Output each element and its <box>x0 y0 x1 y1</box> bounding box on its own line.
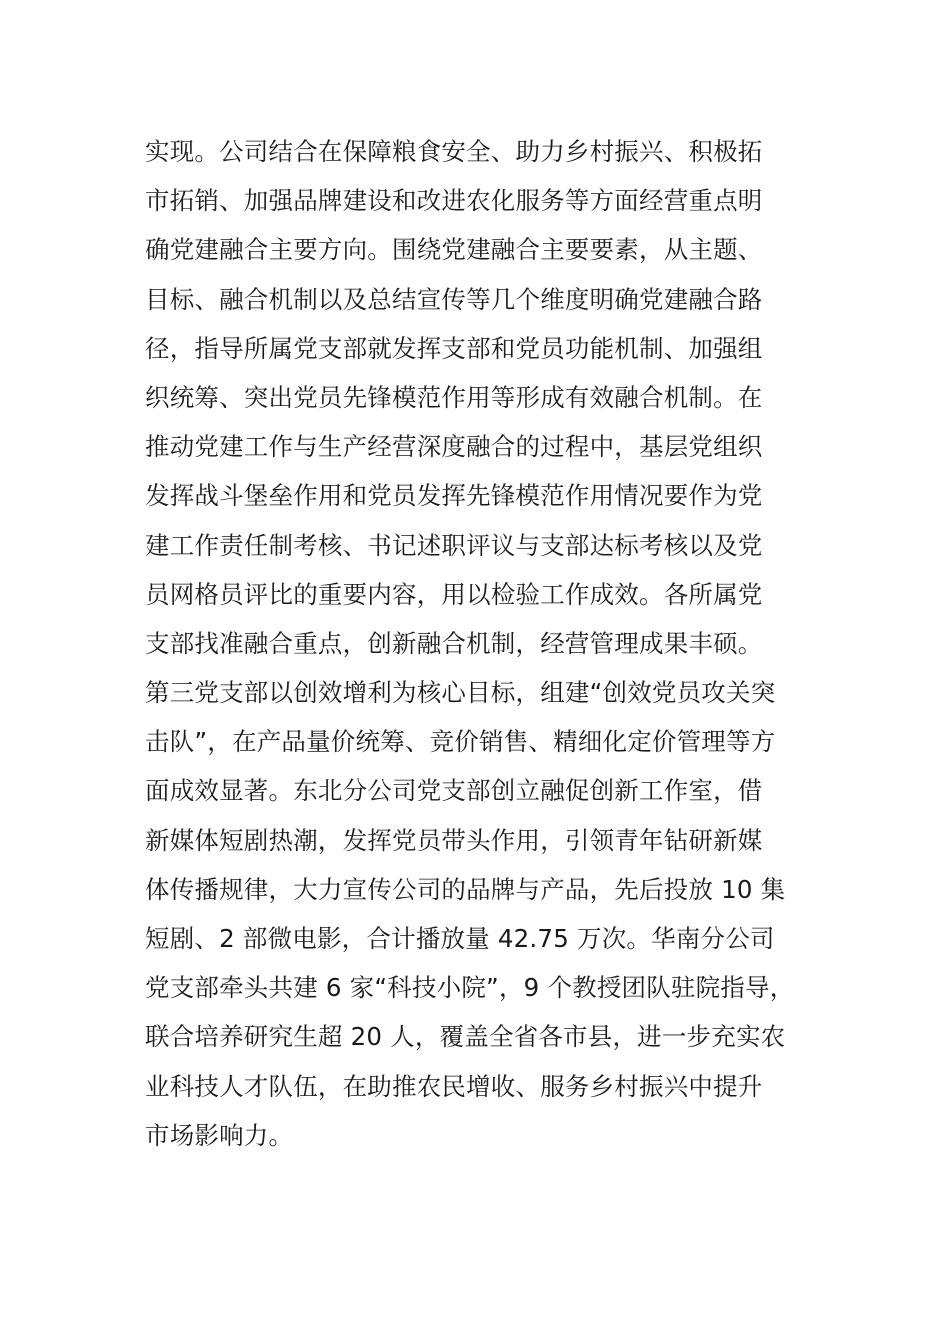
text-line-6: 织统筹、突出党员先锋模范作用等形成有效融合机制。在 <box>145 382 763 412</box>
text-line-19: 联合培养研究生超 20 人，覆盖全省各市县，进一步充实农 <box>145 1022 786 1052</box>
text-line-13: 击队”，在产品量价统筹、竞价销售、精细化定价管理等方 <box>145 727 776 757</box>
text-line-18: 党支部牵头共建 6 家“科技小院”，9 个教授团队驻院指导， <box>145 973 795 1003</box>
text-line-15: 新媒体短剧热潮，发挥党员带头作用，引领青年钻研新媒 <box>145 825 763 855</box>
text-line-3: 确党建融合主要方向。围绕党建融合主要要素，从主题、 <box>145 235 763 265</box>
text-line-11: 支部找准融合重点，创新融合机制，经营管理成果丰硕。 <box>145 628 763 658</box>
text-line-10: 员网格员评比的重要内容，用以检验工作成效。各所属党 <box>145 579 763 609</box>
text-line-12: 第三党支部以创效增利为核心目标，组建“创效党员攻关突 <box>145 678 776 708</box>
text-line-17: 短剧、2 部微电影，合计播放量 42.75 万次。华南分公司 <box>145 924 775 953</box>
text-line-7: 推动党建工作与生产经营深度融合的过程中，基层党组织 <box>145 432 763 462</box>
text-line-5: 径，指导所属党支部就发挥支部和党员功能机制、加强组 <box>145 333 763 363</box>
body-paragraph <box>145 127 825 1160</box>
text-line-9: 建工作责任制考核、书记述职评议与支部达标考核以及党 <box>145 530 763 560</box>
text-line-2: 市拓销、加强品牌建设和改进农化服务等方面经营重点明 <box>145 186 763 216</box>
text-line-1: 实现。公司结合在保障粮食安全、助力乡村振兴、积极拓 <box>145 137 763 166</box>
text-line-21: 市场影响力。 <box>145 1120 294 1150</box>
text-line-16: 体传播规律，大力宣传公司的品牌与产品，先后投放 10 集 <box>145 874 786 904</box>
text-line-14: 面成效显著。东北分公司党支部创立融促创新工作室，借 <box>145 776 763 806</box>
text-line-4: 目标、融合机制以及总结宣传等几个维度明确党建融合路 <box>145 284 763 314</box>
text-line-20: 业科技人才队伍，在助推农民增收、服务乡村振兴中提升 <box>145 1071 763 1101</box>
text-line-8: 发挥战斗堡垒作用和党员发挥先锋模范作用情况要作为党 <box>145 481 763 511</box>
